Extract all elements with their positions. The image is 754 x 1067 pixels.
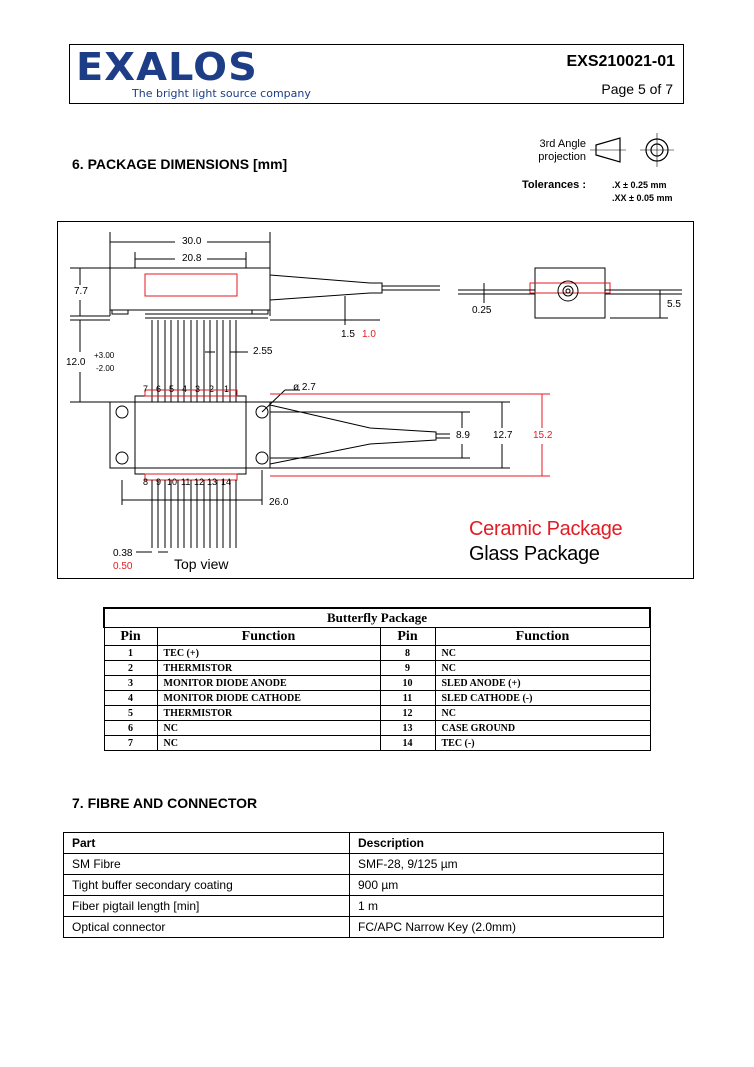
table-row	[104, 676, 650, 691]
projection-label-line1: 3rd Angle	[539, 138, 586, 150]
pin-function: THERMISTOR	[157, 706, 380, 721]
pin-table-header-pin-2: Pin	[380, 628, 435, 646]
ceramic-package-label: Ceramic Package	[469, 518, 623, 540]
company-logo: EXALOS	[76, 45, 258, 89]
projection-label-line2: projection	[538, 151, 586, 163]
pin-function: TEC (+)	[157, 646, 380, 661]
fibre-table-header-description: Description	[350, 833, 664, 854]
pin-number: 12	[380, 706, 435, 721]
pin-function: MONITOR DIODE ANODE	[157, 676, 380, 691]
pin-number: 8	[380, 646, 435, 661]
pin-function: THERMISTOR	[157, 661, 380, 676]
pin-function: NC	[435, 646, 650, 661]
pin-function: NC	[435, 706, 650, 721]
projection-label	[520, 138, 586, 164]
table-row	[104, 721, 650, 736]
pin-number: 5	[104, 706, 157, 721]
pin-label-2: 2	[209, 384, 215, 394]
table-row	[104, 646, 650, 661]
third-angle-projection-icon	[590, 130, 680, 170]
pin-label-4: 4	[182, 384, 188, 394]
company-tagline: The bright light source company	[132, 87, 311, 100]
tolerance-xx: .XX ± 0.05 mm	[612, 193, 673, 203]
pin-number: 11	[380, 691, 435, 706]
pin-number: 9	[380, 661, 435, 676]
fibre-part: Fiber pigtail length [min]	[64, 896, 350, 917]
dim-0-25: 0.25	[472, 305, 492, 316]
dim-30: 30.0	[182, 236, 202, 247]
table-row	[104, 706, 650, 721]
dim-5-5: 5.5	[667, 299, 681, 310]
pin-label-5: 5	[169, 384, 175, 394]
table-row	[64, 896, 664, 917]
document-id: EXS210021-01	[566, 53, 675, 70]
tolerance-x: .X ± 0.25 mm	[612, 180, 667, 190]
fibre-connector-table	[63, 832, 664, 938]
pin-function: SLED ANODE (+)	[435, 676, 650, 691]
dim-tol-plus: +3.00	[94, 351, 115, 360]
pin-function: NC	[435, 661, 650, 676]
dim-0-38: 0.38	[113, 548, 133, 559]
glass-package-label: Glass Package	[469, 543, 600, 565]
section-7-title: 7. FIBRE AND CONNECTOR	[72, 795, 258, 811]
top-view-label: Top view	[174, 556, 229, 572]
fibre-part: Optical connector	[64, 917, 350, 938]
fibre-description: 900 µm	[350, 875, 664, 896]
pin-function: NC	[157, 721, 380, 736]
pin-label-1: 1	[224, 384, 230, 394]
pin-number: 14	[380, 736, 435, 751]
fibre-description: SMF-28, 9/125 µm	[350, 854, 664, 875]
pin-number: 1	[104, 646, 157, 661]
pin-number: 3	[104, 676, 157, 691]
pin-function: SLED CATHODE (-)	[435, 691, 650, 706]
pin-label-10: 10	[167, 477, 178, 487]
fibre-description: 1 m	[350, 896, 664, 917]
dim-15-2-ceramic: 15.2	[533, 430, 553, 441]
dim-2-55: 2.55	[253, 346, 273, 357]
fibre-description: FC/APC Narrow Key (2.0mm)	[350, 917, 664, 938]
dim-tol-minus: -2.00	[96, 364, 115, 373]
dim-20-8: 20.8	[182, 253, 202, 264]
document-header	[69, 44, 684, 104]
section-6-title: 6. PACKAGE DIMENSIONS [mm]	[72, 156, 288, 172]
pin-label-7: 7	[143, 384, 149, 394]
pin-table-header-pin: Pin	[104, 628, 157, 646]
pin-label-8: 8	[143, 477, 149, 487]
dim-1-0-ceramic: 1.0	[362, 329, 376, 340]
pin-number: 13	[380, 721, 435, 736]
pin-label-14: 14	[221, 477, 232, 487]
pin-number: 7	[104, 736, 157, 751]
dim-1-5: 1.5	[341, 329, 355, 340]
pin-label-11: 11	[181, 477, 191, 487]
pin-table-header-function: Function	[157, 628, 380, 646]
pin-label-3: 3	[195, 384, 201, 394]
pin-table-caption: Butterfly Package	[104, 608, 650, 628]
pin-table-header-function-2: Function	[435, 628, 650, 646]
table-row	[104, 736, 650, 751]
dim-diameter: ø 2.7	[293, 382, 316, 393]
table-row	[64, 875, 664, 896]
dim-12-0: 12.0	[66, 357, 86, 368]
fibre-part: Tight buffer secondary coating	[64, 875, 350, 896]
table-row	[104, 661, 650, 676]
dim-12-7: 12.7	[493, 430, 513, 441]
pin-function: NC	[157, 736, 380, 751]
pin-function: CASE GROUND	[435, 721, 650, 736]
tolerances-label: Tolerances :	[522, 179, 586, 191]
butterfly-pin-table	[103, 607, 651, 751]
pin-function: TEC (-)	[435, 736, 650, 751]
pin-number: 10	[380, 676, 435, 691]
table-row	[104, 691, 650, 706]
dim-0-50-ceramic: 0.50	[113, 561, 133, 572]
table-row	[64, 917, 664, 938]
pin-label-12: 12	[194, 477, 205, 487]
page-number: Page 5 of 7	[601, 81, 673, 97]
pin-function: MONITOR DIODE CATHODE	[157, 691, 380, 706]
fibre-table-header-part: Part	[64, 833, 350, 854]
table-row	[64, 854, 664, 875]
pin-number: 6	[104, 721, 157, 736]
pin-label-9: 9	[156, 477, 162, 487]
dim-26-0: 26.0	[269, 497, 289, 508]
fibre-part: SM Fibre	[64, 854, 350, 875]
dim-7-7: 7.7	[74, 286, 88, 297]
pin-label-6: 6	[156, 384, 162, 394]
dim-8-9: 8.9	[456, 430, 470, 441]
pin-number: 2	[104, 661, 157, 676]
pin-label-13: 13	[207, 477, 218, 487]
pin-number: 4	[104, 691, 157, 706]
